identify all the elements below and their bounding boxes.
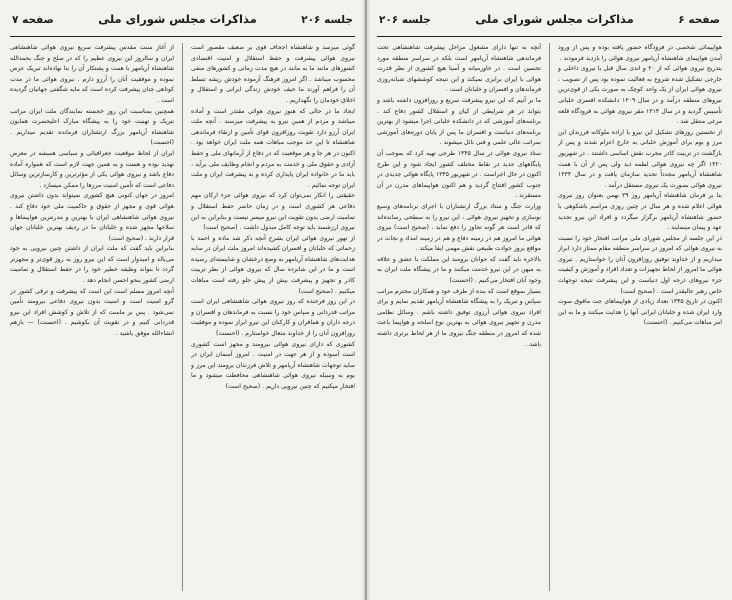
paragraph: وزارت جنگ و ستاد بزرگ ارتشتاران با اجرای برنامه‌های وسیع نوسازی و تجهیز نیروی هوائی ، این نیرو را به سطحی رسانده‌اند که قادر است هر گونه تجاوز را دفع نماید . (صحیح است) نیروی هوائی ما امروز هم در زمینه دفاع و هم در زمینه امداد و نجات در مواقع بروز حوادث طبیعی نقش مهمی ایفا میکند . bbox=[377, 202, 541, 253]
paragraph: از نخستین روزهای تشکیل این نیرو با اراده ملوکانه فرزندان این مرز و بوم برای آموزش خلبانی به خارج اعزام شدند و پس از بازگشت در تربیت کادر مجرب نقش اساسی داشتند . در شهریور ۱۳۲۰ اگر چه نیروی هوائی لطمه دید ولی پس از آن با همت شاهنشاه آریامهر مجدداً تجدید سازمان یافت و در سال ۱۳۳۴ نیروی هوائی بصورت یک نیروی مستقل درآمد . bbox=[558, 128, 722, 189]
page-number: صفحه ۷ bbox=[12, 14, 54, 26]
paragraph: اکنون در تاریخ ۱۳۴۵ تعداد زیادی از هواپیماهای جت مافوق صوت وارد ایران شده و خلبانان ایرانی آنها را هدایت میکنند و ما به این امر مباهات می‌کنیم . (احسنت) bbox=[558, 298, 722, 327]
paragraph: بنا بر فرمان شاهنشاه آریامهر روز ۲۹ بهمن بعنوان روز نیروی هوائی اعلام شده و هر سال در چنین روزی مراسم باشکوهی با حضور شاهنشاه آریامهر برگزار میگردد و افراد این نیرو تجدید عهد و پیمان مینمایند . bbox=[558, 192, 722, 232]
paragraph: ایران از لحاظ موقعیت جغرافیائی و سیاسی همیشه در معرض تهدید بوده و هست و به همین جهت لازم است که همواره آماده دفاع باشد و نیروی هوائی یکی از مؤثرترین و کارسازترین وسائل دفاعی است که تأمین امنیت مرزها را ممکن میسازد . bbox=[10, 149, 174, 189]
column-divider bbox=[549, 43, 550, 591]
page-header-right bbox=[377, 12, 722, 37]
paragraph: هواپیمائی شخصی در فرودگاه حضور یافته بوده و پس از ورود آمدن هواپیمای شاهنشاه آریامهر نیروی هوائی را بازدید فرمودند . bbox=[558, 44, 722, 62]
paragraph: آنچه امروز مسلم است این است که پیشرفت و ترقی کشور در گرو امنیت است و امنیت بدون نیروی دفاعی نیرومند تأمین نمی‌شود . پس بر ماست که از تلاش و کوشش افراد این نیرو قدردانی کنیم و در تقویت آن بکوشیم . (احسنت) — بازهم انشاءالله موفق باشید . bbox=[10, 287, 174, 338]
columns-left-page bbox=[10, 43, 355, 591]
page-title: مذاکرات مجلس شورای ملی bbox=[98, 12, 257, 26]
paragraph: آنچه نه تنها دارای مشغول مراحل پیشرفت شاهنشاهی تحت فرماندهی شاهنشاه آریامهر است بلکه در سراسر منطقه مورد تحسین است . در خاورمیانه و آسیا هیچ کشوری از نظر قدرت هوائی با ایران برابری نمیکند و این نتیجه کوششهای شبانه‌روزی فرماندهان و افسران و خلبانان است . bbox=[377, 44, 541, 94]
paragraph: گوئی میرسد و شاهنشاه اجحاف قوی بر ضعیف مقصور است نیروی هوائی پیشرفت و حفظ استقلال و امنیت اقتصادی کشورهای مانند ما به مانند در هیچ مدت زمانی و کشورهای منفی محسوب میباشد . اگر امروز فرهنگ آزموده خودش ریشه تسلط آن را فراهم آورند ما حیف خودش زندگی ایرانی و استقلال و اخلاق خودمان را نگهداریم . bbox=[191, 44, 355, 104]
column-left bbox=[10, 43, 174, 591]
page-right bbox=[366, 0, 732, 600]
paragraph: حقیقتی را انکار نمی‌توان کرد که نیروی هوائی جزء ارکان مهم دفاعی هر کشوری است و در زمان حاضر حفظ استقلال و تمامیت ارضی بدون تقویت این نیرو میسر نیست و بنابراین به این نیروی ارزشمند باید توجه کامل مبذول داشت . (صحیح است) bbox=[191, 192, 355, 232]
paragraph: بتدریج نیروی هوائی که از ۲۰ و اندی سال قبل با نیروی داخلی و خارجی تشکیل شده شروع به فعالیت نموده بود پس از تصویب ، نیروی هوائی ایران از یک واحد کوچک به صورت یکی از قوی‌ترین نیروهای منطقه درآمد و در سال ۱۳۰۹ دانشکده افسری خلبانی تأسیس گردید و در سال ۱۳۱۴ مقر نیروی هوائی به فرودگاه قلعه مرغی منتقل شد . bbox=[558, 65, 722, 126]
column-divider bbox=[182, 43, 183, 591]
column-right bbox=[191, 43, 355, 591]
paragraph: کشوری که دارای نیروی هوائی نیرومند و مجهز است کشوری است آسوده و از هر جهت در امنیت . امروز آسمان ایران در سایه توجهات شاهنشاه آریامهر و تلاش فرزندان برومند این مرز و بوم به وسیله نیروی هوائی شاهنشاهی محافظت میشود و ما افتخار میکنیم که چنین نیرویی داریم . (صحیح است) bbox=[191, 340, 355, 390]
paragraph: از تهور نیروی هوائی ایران بشرح آنچه ذکر شد ماده و احمد با زحماتی که خلبانان و افسران کشیده‌اند امروز ملت ایران در سایه هدایت‌های شاهنشاه آریامهر به وضع درخشان و شایسته‌ای رسیده است و ما در این شانزده سال که نیروی هوائی از نظر تربیت کادر و تجهیز و پیشرفت بیش از پیش جلو رفته است مباهات میکنیم . (صحیح است) bbox=[191, 234, 355, 295]
paragraph: بنابراین باید گفت که ملت ایران از داشتن چنین نیرویی به خود می‌بالد و امیدوار است که این نیرو روز به روز قوی‌تر و مجهزتر گردد تا بتواند وظیفه خطیر خود را در حفظ استقلال و تمامیت ارضی کشور بنحو احسن انجام دهد . bbox=[10, 245, 174, 285]
paragraph: ستاد نیروی هوائی در سال ۱۳۴۵ طرحی تهیه کرد که بموجب آن پایگاههای جدید در نقاط مختلف کشور ایجاد شود و این طرح اکنون در حال اجراست . در شهریور ۱۳۴۵ پایگاه هوائی جدیدی در جنوب کشور افتتاح گردید و هم اکنون هواپیماهای مدرن در آن مستقرند . bbox=[377, 149, 541, 200]
paragraph: از آغاز سنت مقدس پیشرفت سریع نیروی هوائی شاهنشاهی ایران و سالروز این نیروی عظیم را که در صلح و جنگ بحمدالله شاهنشاه آریامهر با همت و پشتکار آن را بنا نهاده‌اند تبریک عرض نموده و موفقیت آنان را آرزو دارم . نیروی هوائی ما در مدت کوتاهی چنان پیشرفت کرده است که مایه شگفتی جهانیان گردیده است . bbox=[10, 44, 174, 104]
page-header-left bbox=[10, 12, 355, 37]
columns-right-page bbox=[377, 43, 722, 591]
page-title: مذاکرات مجلس شورای ملی bbox=[475, 12, 634, 26]
column-left bbox=[377, 43, 541, 591]
session-label: جلسه ۲۰۶ bbox=[379, 14, 431, 26]
paragraph: بالاخره باید گفت که جوانان برومند این مملکت با عشق و علاقه به میهن در این نیرو خدمت میکنند و ما در پیشگاه ملت ایران به وجود آنان افتخار می‌کنیم . (احسنت) bbox=[377, 255, 541, 285]
paragraph: در این روز فرخنده که روز نیروی هوائی شاهنشاهی ایران است مراتب قدردانی و سپاس خود را نسبت به فرماندهان و افسران و درجه داران و همافران و کارکنان این نیرو ابراز نموده و موفقیت روزافزون آنان را از خداوند متعال خواستارم . (احسنت) bbox=[191, 298, 355, 338]
paragraph: در این جلسه از مجلس شورای ملی مراتب افتخار خود را نسبت به نیروی هوائی که امروز در سراسر منطقه مقام ممتاز دارد ابراز میداریم و از خداوند توفیق روزافزون آنان را خواستاریم . نیروی هوائی ما امروز از لحاظ تجهیزات و تعداد افراد و آموزش و کیفیت جزء نیروهای درجه اول دنیاست و این پیشرفت نتیجه توجهات خاص رهبر عالیقدر است . (صحیح است) bbox=[558, 234, 722, 295]
paragraph: امروز در جهان کنونی هیچ کشوری نمیتواند بدون داشتن نیروی هوائی قوی و مجهز از حقوق و حاکمیت ملی خود دفاع کند . نیروی هوائی شاهنشاهی ایران با بهترین و مدرنترین هواپیماها و سلاحها مجهز شده و خلبانان ما در ردیف بهترین خلبانان جهان قرار دارند . (صحیح است) bbox=[10, 192, 174, 242]
column-right bbox=[558, 43, 722, 591]
page-number: صفحه ۶ bbox=[678, 14, 720, 26]
paragraph: بسیار بموقع است که بنده از طرف خود و همکاران محترم مراتب سپاس و تبریک را به پیشگاه شاهنشاه آریامهر تقدیم نمایم و برای افراد نیروی هوائی آرزوی توفیق داشته باشم . وسائل نظامی مدرن و تجهیز نیروی هوائی به بهترین نوع اسلحه و هواپیما باعث شده که امروز در منطقه جنگ نیروی ما از هر لحاظ برتری داشته باشد . bbox=[377, 287, 541, 348]
paragraph: ایجاد ما در حالی که هنوز نیروی هوائی مقتدر است و آماده میباشد و مردم از همین نیرو به پیشرفت میرسند . آنچه ملت ایران آرزو دارد تقویت روزافزون قوای تأمین و ارتقاء فرماندهی شاهنشاه تا این حد موجب مباهات همه ملت ایران خواهد بود . اکنون در هر جا و هر موقعیت که در دفاع از آرمانهای ملی و حفظ آزادی و حقوق ملی و خدمت به مردم و انجام وظایف ملی برآید ، باید ما در خانواده ایران پایداری کرده و به پیشرفت ایران و ملت ایران توجه نمائیم . bbox=[191, 107, 355, 189]
paragraph: ما بر آنیم که این نیرو پیشرفت سریع و روزافزون داشته باشد و بتواند در هر شرایطی از کیان و استقلال کشور دفاع کند . برنامه‌های آموزشی که در دانشکده خلبانی اجرا میشود از بهترین برنامه‌های دنیاست و افسران ما پس از پایان دوره‌های آموزشی بمراتب عالی علمی و فنی نائل میشوند . bbox=[377, 96, 541, 147]
paragraph: همچنین بمناسبت این روز خجسته نمایندگان ملت ایران مراتب تبریک و تهنیت خود را به پیشگاه مبارک اعلیحضرت همایون شاهنشاه آریامهر بزرگ ارتشتاران فرمانده تقدیم میداریم . (احسنت) bbox=[10, 107, 174, 147]
session-label: جلسه ۲۰۶ bbox=[301, 14, 353, 26]
